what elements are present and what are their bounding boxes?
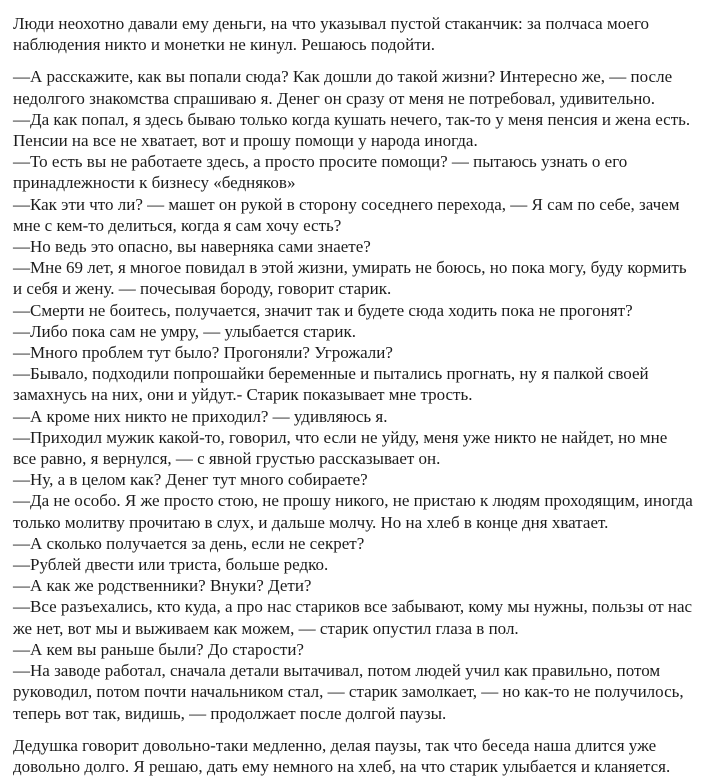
dialogue-line: —Да не особо. Я же просто стою, не прошу никого, не пристаю к людям проходящим, иногда только молитву прочитаю в слух, и дальше молчу. Но на хлеб в конце дня хватает.: [13, 491, 693, 532]
dialogue-line: —Смерти не боитесь, получается, значит так и будете сюда ходить пока не прогонят?: [13, 300, 633, 320]
dialogue-line: —Мне 69 лет, я многое повидал в этой жизни, умирать не боюсь, но пока могу, буду кормить и себя и жену. — почесывая бороду, говорит старик.: [13, 258, 687, 299]
dialogue-line: —А кроме них никто не приходил? — удивляюсь я.: [13, 406, 388, 426]
dialogue-line: —Как эти что ли? — машет он рукой в сторону соседнего перехода, — Я сам по себе, зачем мне с кем-то делиться, когда я сам хочу есть?: [13, 194, 680, 235]
dialogue-line: —Но ведь это опасно, вы наверняка сами знаете?: [13, 237, 371, 257]
intro-paragraph: Люди неохотно давали ему деньги, на что указывал пустой стаканчик: за полчаса моего наблюдения никто и монетки не кинул. Решаюсь подойти.: [13, 14, 650, 55]
dialogue-line: —А расскажите, как вы попали сюда? Как дошли до такой жизни? Интересно же, — после недолгого знакомства спрашиваю я. Денег он сразу от меня не потребовал, удивительно.: [13, 67, 673, 108]
dialogue-line: —Приходил мужик какой-то, говорил, что если не уйду, меня уже никто не найдет, но мне все равно, я вернулся, — с явной грустью рассказывает он.: [13, 427, 668, 469]
dialogue-block: [13, 66, 694, 723]
outro-paragraph: Дедушка говорит довольно-таки медленно, делая паузы, так что беседа наша длится уже довольно долго. Я решаю, дать ему немного на хлеб, на что старик улыбается и кланяется.: [13, 735, 671, 776]
dialogue-line: —Бывало, подходили попрошайки беременные и пытались прогнать, ну я палкой своей замахнусь на них, они и уйдут.- Старик показывает мне трость.: [13, 364, 649, 405]
dialogue-line: —А кем вы раньше были? До старости?: [13, 639, 304, 659]
dialogue-line: —На заводе работал, сначала детали вытачивал, потом людей учил как правильно, потом руководил, потом почти начальником стал, — старик замолкает, — но как-то не получилось, теперь вот так, видишь, — продолжает после долгой паузы.: [13, 661, 684, 723]
dialogue-line: —Все разъехались, кто куда, а про нас стариков все забывают, кому мы нужны, пользы от нас же нет, вот мы и выживаем как можем, — старик опустил глаза в пол.: [13, 597, 693, 638]
dialogue-line: —Рублей двести или триста, больше редко.: [13, 555, 329, 575]
dialogue-line: —Либо пока сам не умру, — улыбается старик.: [13, 321, 356, 341]
dialogue-line: —Много проблем тут было? Прогоняли? Угрожали?: [13, 343, 393, 363]
dialogue-line: —То есть вы не работаете здесь, а просто просите помощи? — пытаюсь узнать о его принадлежности к бизнесу «бедняков»: [13, 152, 628, 193]
dialogue-line: —А сколько получается за день, если не секрет?: [13, 533, 365, 553]
dialogue-line: —А как же родственники? Внуки? Дети?: [13, 576, 312, 596]
dialogue-line: —Да как попал, я здесь бываю только когда кушать нечего, так-то у меня пенсия и жена есть. Пенсии на все не хватает, вот и прошу помощи у народа иногда.: [13, 109, 691, 151]
dialogue-line: —Ну, а в целом как? Денег тут много собираете?: [13, 470, 368, 490]
